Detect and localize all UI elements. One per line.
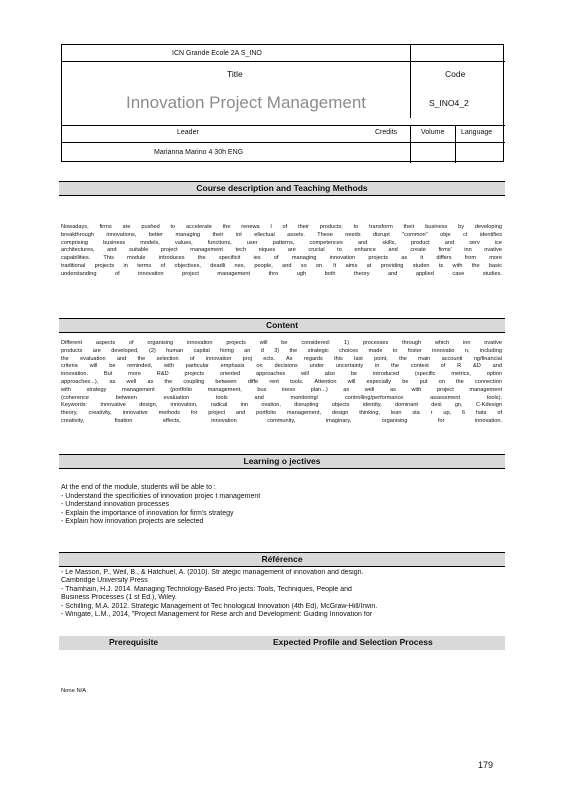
- text-line: architectures, and suitable project management tech niques are crucial to enhance and create firms' inn ovative: [61, 247, 502, 254]
- section-reference: [59, 552, 505, 567]
- text-line: Nowadays, firms are pushed to accelerate the renewa l of their products; to transform their business by developing: [61, 224, 502, 230]
- text-line: the evaluation and the selection of innovation proj ects. As regards this last point, the main accounti ng/financial: [61, 355, 502, 362]
- table-divider: [62, 61, 505, 62]
- course-header-table: [61, 44, 504, 162]
- text-line: understanding of innovation project management thro ugh both theory and applied case studies.: [61, 270, 502, 277]
- table-divider: [62, 125, 505, 126]
- table-divider: [410, 45, 411, 118]
- section-title: Content: [265, 320, 299, 330]
- list-item: - Thamhain, H.J. 2014. Managing Technology-Based Pro jects: Tools, Techniques, People and: [61, 585, 352, 593]
- section-title: Référence: [261, 554, 303, 564]
- section-learning-objectives: [59, 454, 505, 469]
- section-course-description: [59, 181, 505, 196]
- list-item: - Explain the importance of innovation for firm's strategy: [61, 509, 234, 517]
- text-line: creativity, fixation effects, innovation community, imaginary, organising for innovation.: [61, 417, 502, 424]
- table-divider: [410, 125, 411, 163]
- list-item: - Understand the specificities of innovation projec t management: [61, 492, 261, 500]
- list-item: - Le Masson, P., Weil, B., & Hatchuel, A. (2010). Str ategic management of innovation and design.: [61, 569, 364, 576]
- text-line: breakthrough innovations, better managing their int ellectual assets. These needs disrupt "common" obje ct identifies: [61, 231, 502, 238]
- text-line: innovation. But more R&D projects oriented approaches will also be introduced (specific metrics, option: [61, 371, 502, 378]
- text-line: products are developed, (2) human capital hiring an d 3) the strategic choices made to foster innovatio n, including: [61, 347, 502, 354]
- section-title: Course description and Teaching Methods: [196, 183, 368, 193]
- course-code: S_INO4_2: [429, 98, 469, 108]
- references-list: [61, 569, 502, 619]
- prerequisite-bar: [59, 636, 505, 650]
- text-line: criteria will be reminded, with particular emphasis on decisions under uncertainty in the context of R &D and: [61, 363, 502, 370]
- list-item: - Schilling, M.A. 2012. Strategic Management of Tec hnological Innovation (4th Ed), McGraw-Hill/Irwin.: [61, 602, 378, 610]
- course-description-text: [61, 224, 502, 279]
- list-item: - Explain how innovation projects are selected: [61, 518, 204, 526]
- table-divider: [62, 142, 505, 143]
- credits-label: Credits: [375, 129, 398, 136]
- text-line: Keywords: Innovative design, innovation, radical inn ovation, disrupting objects identity, dominant desi gn, C-Kdesign: [61, 402, 502, 409]
- text-line: traditional projects in terms of objectives, deadli nes, people, and so on. It aims at providing studen ts with the basic: [61, 262, 502, 269]
- objectives-list: [61, 484, 260, 527]
- section-content: [59, 318, 505, 333]
- prerequisite-value: None N/A: [61, 688, 87, 694]
- code-label: Code: [445, 69, 466, 79]
- text-line: comprising business models, values, functions, user patterns, competences and skills, product and serv ice: [61, 239, 502, 246]
- leader-label: Leader: [177, 129, 199, 136]
- profile-label: Expected Profile and Selection Process: [273, 637, 433, 647]
- section-title: Learning o jectives: [243, 456, 321, 466]
- list-item: - Wingate, L.M., 2014, "Project Management for Rese arch and Development: Guiding Innovation for: [61, 611, 373, 619]
- text-line: Different aspects of organising innovation projects will be considered: 1) processes through which inn ovative: [61, 340, 502, 346]
- text-line: with strategy management (portfolio management, bus iness plan...) as well as with project management: [61, 386, 502, 393]
- course-title: Innovation Project Management: [126, 93, 367, 112]
- volume-label: Volume: [421, 129, 445, 136]
- page-number: 179: [478, 760, 494, 770]
- list-item: Cambridge University Press: [61, 577, 148, 585]
- prerequisite-label: Prerequisite: [109, 637, 159, 647]
- text-line: capabilities. This module introduces the specificit ies of managing innovation projects as it differs from more: [61, 255, 502, 262]
- table-divider: [455, 125, 456, 163]
- content-text: [61, 340, 502, 426]
- list-item: At the end of the module, students will be able to :: [61, 484, 216, 491]
- text-line: approaches...), as well as the coupling between diffe rent tools. Attention will especially be put on the connection: [61, 378, 502, 385]
- language-label: Language: [461, 129, 493, 136]
- list-item: Business Processes (1 st Ed.), Wiley.: [61, 594, 177, 602]
- school-program: ICN Grande Ecole 2A S_INO: [172, 50, 262, 57]
- title-label: Title: [227, 69, 243, 79]
- text-line: theory, creativity, innovative methods for project and portfolio management, design thinking, lean sta r up, 6 hats of: [61, 410, 502, 417]
- leader-value: Marianna Marino 4 30h ENG: [154, 149, 244, 156]
- list-item: - Understand innovation processes: [61, 501, 170, 509]
- text-line: (coherence between evaluation tools and monitoring/ controlling/performance assessment tools).: [61, 394, 502, 401]
